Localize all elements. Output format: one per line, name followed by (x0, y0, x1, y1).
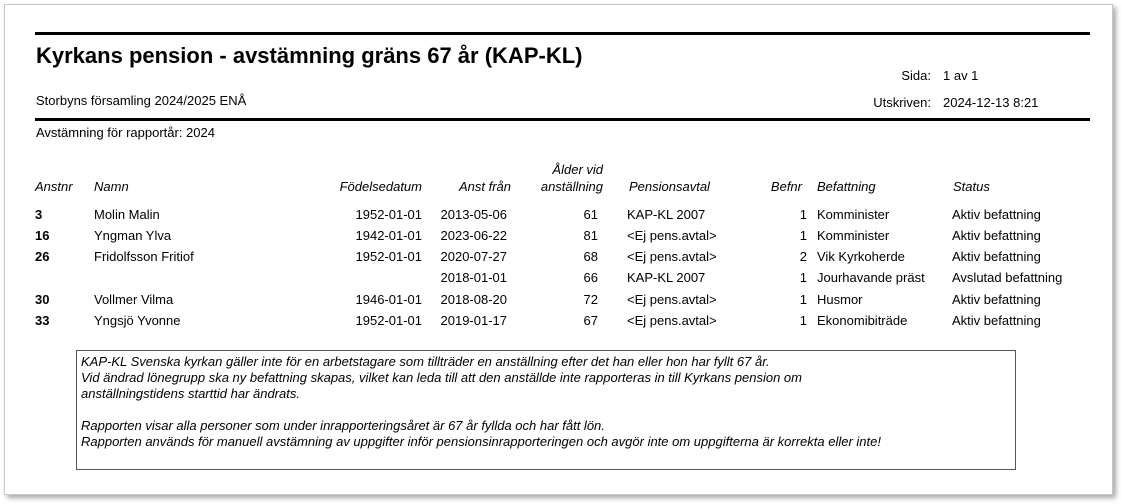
header-alder-line1: Ålder vid (552, 162, 603, 177)
cell-anst-fran: 2018-01-01 (440, 270, 507, 285)
cell-anst-fran: 2019-01-17 (440, 313, 507, 328)
cell-befnr: 1 (799, 313, 807, 328)
cell-alder: 81 (583, 228, 598, 243)
page-label: Sida: (901, 68, 931, 83)
cell-alder: 72 (583, 292, 598, 307)
cell-pensionsavtal: <Ej pens.avtal> (627, 228, 717, 243)
header-status: Status (953, 179, 990, 194)
cell-anst-fran: 2020-07-27 (440, 249, 507, 264)
cell-anstnr: 3 (35, 207, 43, 222)
cell-pensionsavtal: <Ej pens.avtal> (627, 313, 717, 328)
header-anst-fran: Anst från (458, 179, 511, 194)
top-rule (35, 32, 1090, 35)
report-title: Kyrkans pension - avstämning gräns 67 år (KAP-KL) (36, 43, 583, 68)
cell-befattning: Jourhavande präst (817, 270, 925, 285)
report-year: Avstämning för rapportår: 2024 (36, 125, 215, 140)
cell-anst-fran: 2018-08-20 (440, 292, 507, 307)
header-rule (35, 118, 1090, 121)
cell-fodelsedatum: 1952-01-01 (355, 207, 422, 222)
cell-status: Avslutad befattning (952, 270, 1063, 285)
cell-anstnr: 30 (35, 292, 50, 307)
cell-fodelsedatum: 1952-01-01 (355, 313, 422, 328)
cell-pensionsavtal: KAP-KL 2007 (627, 207, 706, 222)
cell-anst-fran: 2013-05-06 (440, 207, 507, 222)
cell-namn: Yngsjö Yvonne (94, 313, 181, 328)
header-namn: Namn (94, 179, 129, 194)
cell-status: Aktiv befattning (952, 292, 1041, 307)
note-line: Rapporten används för manuell avstämning av uppgifter inför pensionsinrapporteringen och avgör inte om uppgifterna är korrekta eller inte! (81, 434, 881, 449)
cell-alder: 68 (583, 249, 598, 264)
printed-value: 2024-12-13 8:21 (943, 95, 1039, 110)
cell-befnr: 1 (799, 228, 807, 243)
cell-anstnr: 16 (35, 228, 50, 243)
cell-anstnr: 33 (35, 313, 50, 328)
cell-pensionsavtal: <Ej pens.avtal> (627, 292, 717, 307)
cell-pensionsavtal: KAP-KL 2007 (627, 270, 706, 285)
cell-befnr: 1 (799, 207, 807, 222)
cell-status: Aktiv befattning (952, 249, 1041, 264)
report-page (4, 4, 1113, 495)
printed-label: Utskriven: (873, 95, 931, 110)
cell-befattning: Ekonomibiträde (817, 313, 908, 328)
header-befattning: Befattning (817, 179, 876, 194)
cell-namn: Yngman Ylva (94, 228, 172, 243)
cell-namn: Fridolfsson Fritiof (94, 249, 194, 264)
cell-status: Aktiv befattning (952, 207, 1041, 222)
cell-alder: 66 (583, 270, 598, 285)
header-fodelsedatum: Födelsedatum (339, 179, 422, 194)
cell-namn: Molin Malin (94, 207, 160, 222)
cell-befnr: 1 (799, 292, 807, 307)
header-alder-line2: anställning (540, 179, 603, 194)
cell-status: Aktiv befattning (952, 228, 1041, 243)
cell-alder: 61 (583, 207, 598, 222)
cell-befattning: Komminister (817, 228, 890, 243)
cell-befattning: Komminister (817, 207, 890, 222)
cell-status: Aktiv befattning (952, 313, 1041, 328)
cell-befattning: Vik Kyrkoherde (817, 249, 905, 264)
info-note-box (76, 350, 1016, 470)
note-line: Rapporten visar alla personer som under inrapporteringsåret är 67 år fyllda och har fått lön. (81, 418, 605, 433)
cell-fodelsedatum: 1942-01-01 (355, 228, 422, 243)
cell-anst-fran: 2023-06-22 (440, 228, 507, 243)
page-value: 1 av 1 (943, 68, 979, 83)
note-line: KAP-KL Svenska kyrkan gäller inte för en arbetstagare som tillträder en anställning efter det han eller hon har fyllt 67 år. (81, 354, 770, 369)
header-anstnr: Anstnr (35, 179, 73, 194)
note-line: Vid ändrad lönegrupp ska ny befattning skapas, vilket kan leda till att den anställde inte rapporteras in till Kyrkans pension om (81, 370, 802, 385)
cell-namn: Vollmer Vilma (94, 292, 174, 307)
header-befnr: Befnr (770, 179, 802, 194)
cell-pensionsavtal: <Ej pens.avtal> (627, 249, 717, 264)
cell-befnr: 1 (799, 270, 807, 285)
cell-anstnr: 26 (35, 249, 50, 264)
cell-fodelsedatum: 1946-01-01 (355, 292, 422, 307)
note-spacer (81, 402, 1011, 418)
header-pensionsavtal: Pensionsavtal (629, 179, 710, 194)
cell-befattning: Husmor (817, 292, 863, 307)
cell-fodelsedatum: 1952-01-01 (355, 249, 422, 264)
note-line: anställningstidens starttid har ändrats. (81, 386, 300, 401)
cell-alder: 67 (583, 313, 598, 328)
organization-name: Storbyns församling 2024/2025 ENÅ (36, 93, 247, 108)
cell-befnr: 2 (799, 249, 807, 264)
